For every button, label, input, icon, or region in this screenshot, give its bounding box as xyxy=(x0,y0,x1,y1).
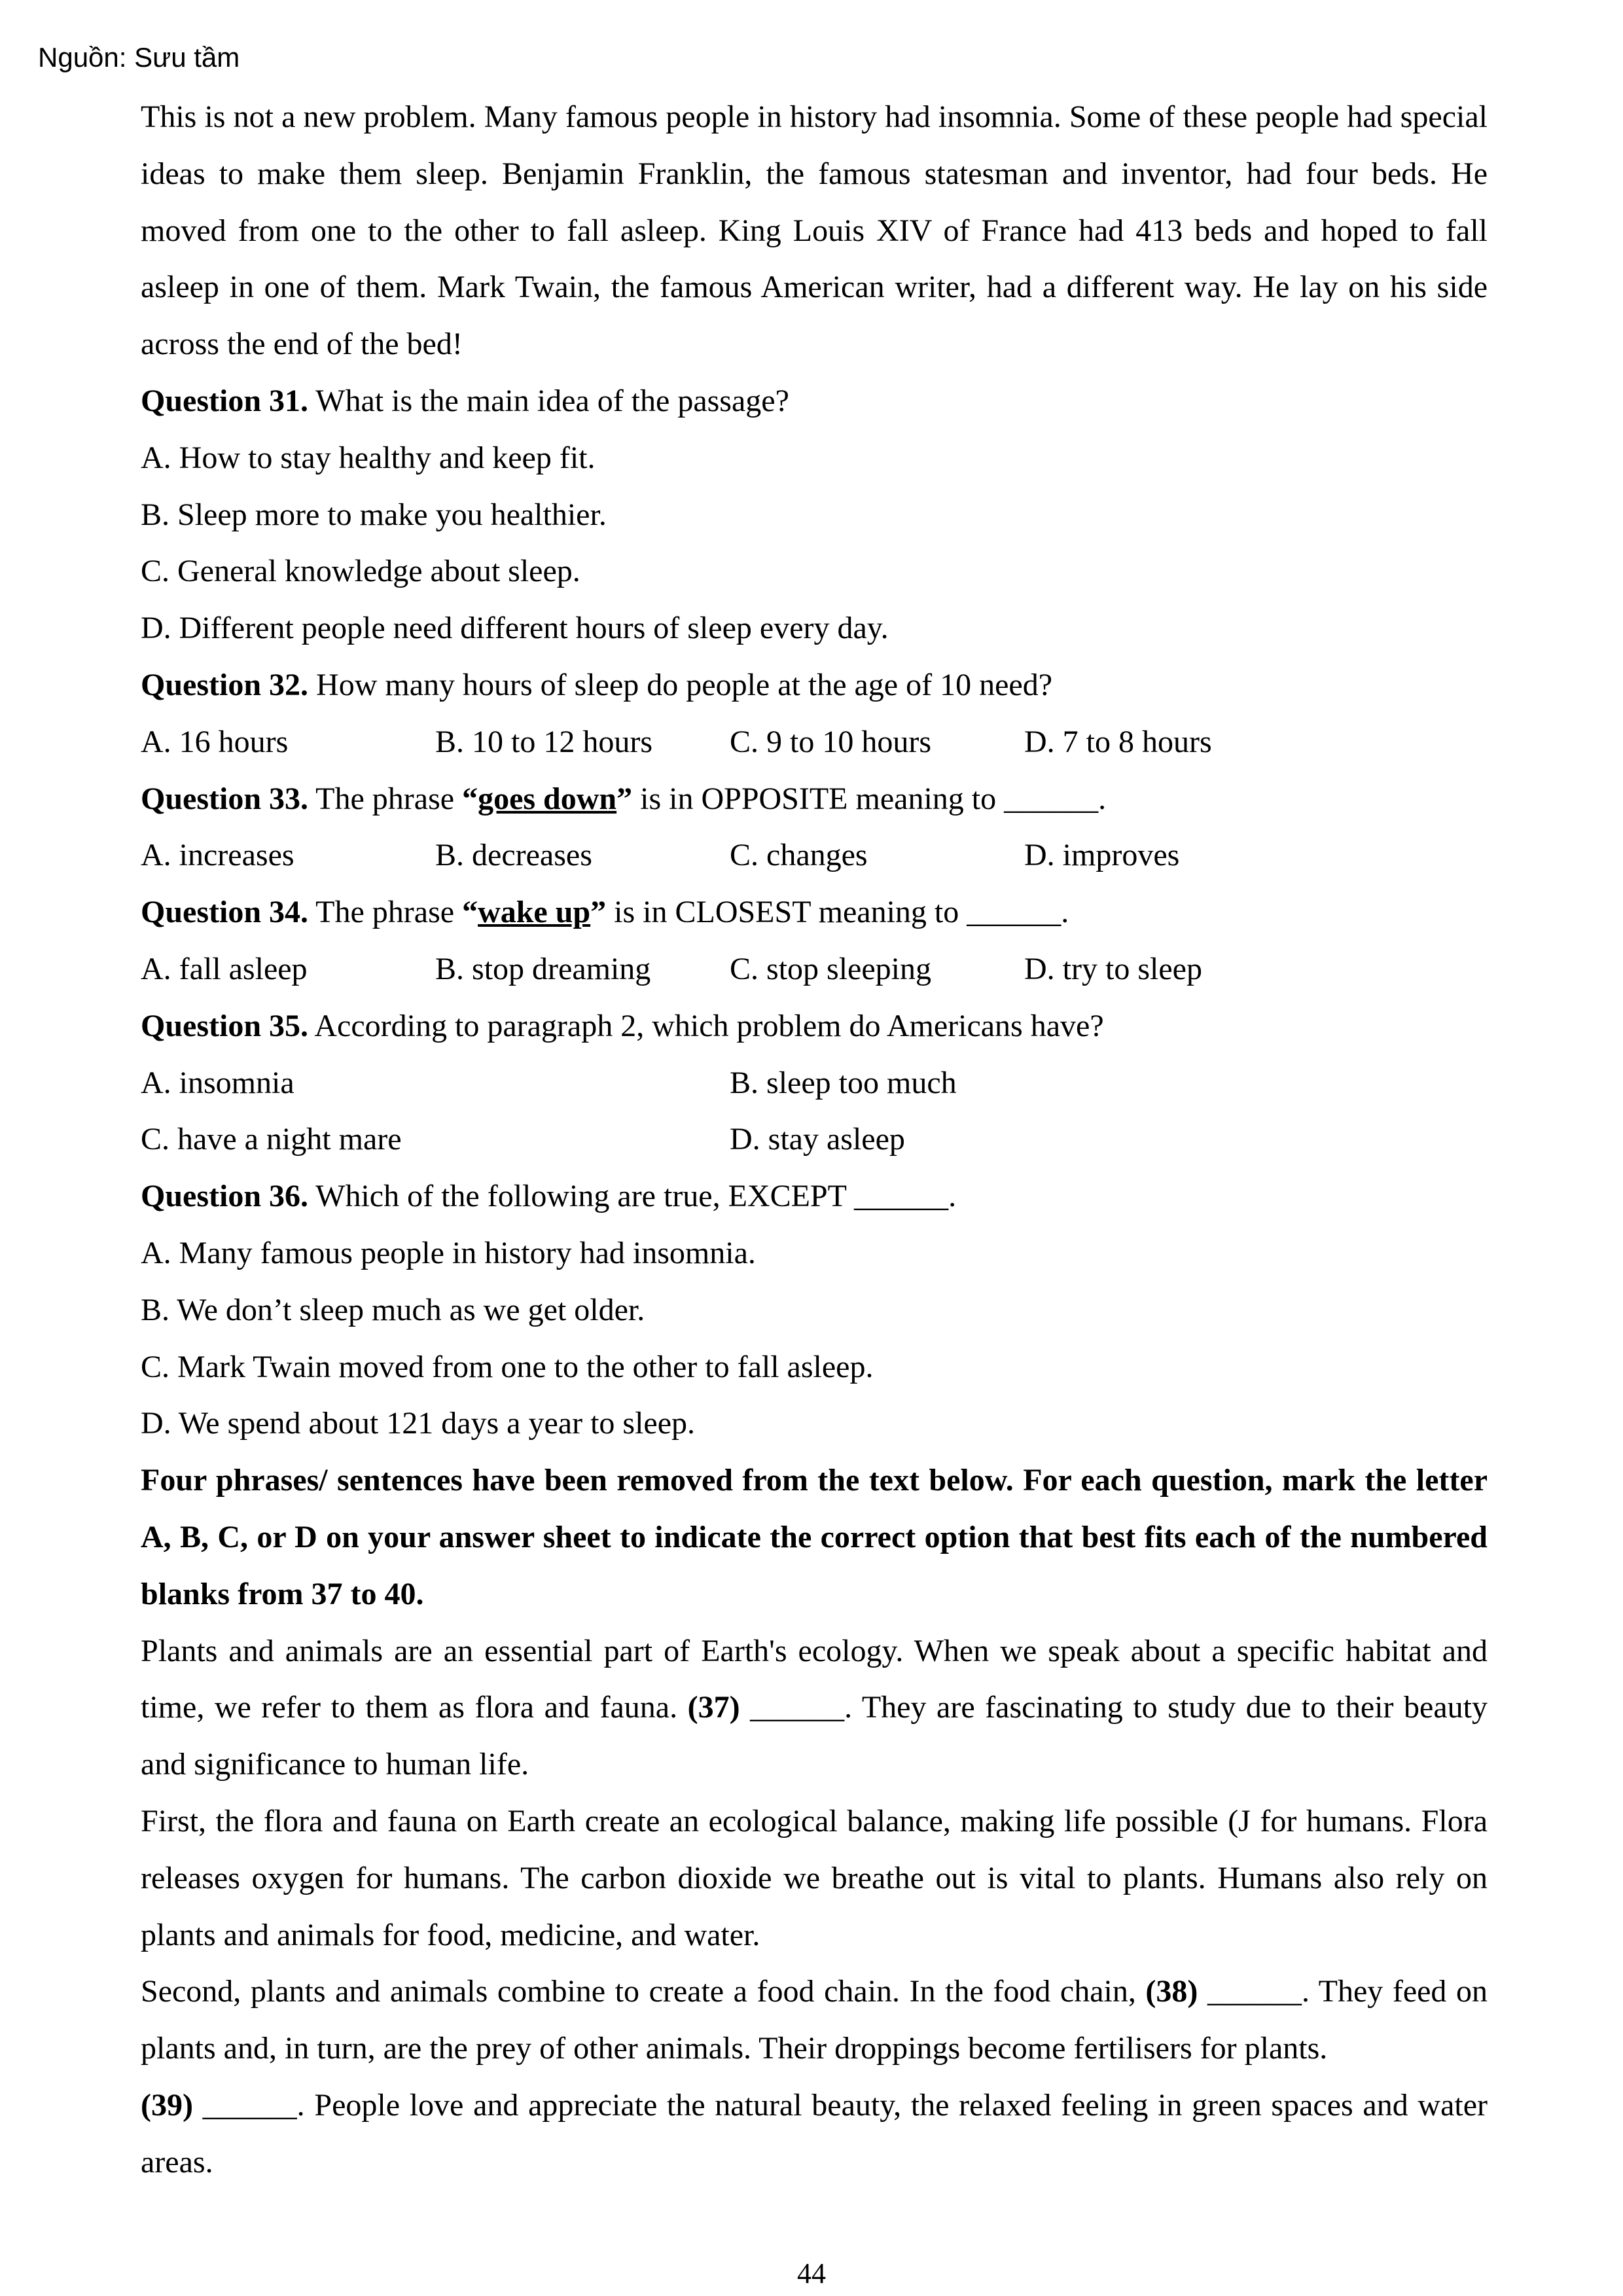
question-34-close-quote: ” xyxy=(590,895,607,930)
question-32 xyxy=(141,657,1488,714)
question-34-pre: The phrase xyxy=(308,895,463,930)
question-34-post: is in CLOSEST meaning to ______. xyxy=(606,895,1069,930)
q35-options-row-2 xyxy=(141,1111,1488,1168)
q35-options-row-1 xyxy=(141,1055,1488,1112)
passage2-paragraph-2: First, the flora and fauna on Earth create an ecological balance, making life possible (J for humans. Flora releases oxygen for humans. The carbon dioxide we breathe out is vital to plants. Humans also rely on plants and animals for food, medicine, and water. xyxy=(141,1803,1488,1952)
question-35 xyxy=(141,998,1488,1055)
question-33-close-quote: ” xyxy=(616,781,633,816)
question-33 xyxy=(141,771,1488,828)
q34-option-d: D. try to sleep xyxy=(1024,951,1202,986)
q33-option-c: C. changes xyxy=(730,838,868,873)
q36-option-c: C. Mark Twain moved from one to the other to fall asleep. xyxy=(141,1349,874,1384)
q34-option-b: B. stop dreaming xyxy=(435,951,651,986)
question-34-label: Question 34. xyxy=(141,895,309,930)
intro-paragraph: This is not a new problem. Many famous people in history had insomnia. Some of these people had special ideas to make them sleep. Benjamin Franklin, the famous statesman and inventor, had four beds. He moved from one to the other to fall asleep. King Louis XIV of France had 413 beds and hoped to fall asleep in one of them. Mark Twain, the famous American writer, had a different way. He lay on his side across the end of the bed! xyxy=(141,99,1488,362)
question-31-text: What is the main idea of the passage? xyxy=(308,383,789,418)
question-32-label: Question 32. xyxy=(141,667,309,702)
q34-option-a: A. fall asleep xyxy=(141,951,308,986)
q31-option-b: B. Sleep more to make you healthier. xyxy=(141,497,607,532)
question-36-label: Question 36. xyxy=(141,1179,309,1214)
question-36-text: Which of the following are true, EXCEPT ______. xyxy=(308,1179,957,1214)
q35-option-c: C. have a night mare xyxy=(141,1122,402,1157)
q35-option-a: A. insomnia xyxy=(141,1065,294,1100)
q33-option-a: A. increases xyxy=(141,838,294,873)
q32-option-c: C. 9 to 10 hours xyxy=(730,724,932,759)
blank-38-number: (38) xyxy=(1145,1974,1198,2009)
question-31-label: Question 31. xyxy=(141,383,309,418)
q36-option-b: B. We don’t sleep much as we get older. xyxy=(141,1292,645,1327)
question-35-label: Question 35. xyxy=(141,1008,309,1043)
page-number: 44 xyxy=(797,2257,826,2289)
passage2-p4-b: ______. People love and appreciate the natural beauty, the relaxed feeling in green spaces and water areas. xyxy=(141,2087,1488,2179)
question-33-phrase: goes down xyxy=(478,781,617,816)
q32-option-b: B. 10 to 12 hours xyxy=(435,724,653,759)
question-33-open-quote: “ xyxy=(462,781,478,816)
passage2-p1-b: ______. They are fascinating to study due to their beauty and significance to human life. xyxy=(141,1690,1488,1782)
q36-option-d: D. We spend about 121 days a year to sleep. xyxy=(141,1406,696,1441)
question-36 xyxy=(141,1168,1488,1225)
q34-option-c: C. stop sleeping xyxy=(730,951,931,986)
source-note: Nguồn: Sưu tầm xyxy=(38,42,240,73)
passage2-paragraph-3 xyxy=(141,1964,1488,2077)
q32-option-a: A. 16 hours xyxy=(141,724,289,759)
document-body xyxy=(141,89,1488,2191)
blank-37-number: (37) xyxy=(687,1690,740,1725)
passage2-paragraph-4 xyxy=(141,2077,1488,2191)
q34-options xyxy=(141,941,1488,998)
question-34 xyxy=(141,884,1488,941)
q32-option-d: D. 7 to 8 hours xyxy=(1024,724,1212,759)
passage2-p3-a: Second, plants and animals combine to create a food chain. In the food chain, xyxy=(141,1974,1146,2009)
question-33-pre: The phrase xyxy=(308,781,463,816)
q33-option-b: B. decreases xyxy=(435,838,592,873)
q35-option-b: B. sleep too much xyxy=(730,1065,957,1100)
question-33-label: Question 33. xyxy=(141,781,309,816)
passage2-paragraph-1 xyxy=(141,1623,1488,1793)
q33-option-d: D. improves xyxy=(1024,838,1180,873)
section-instructions xyxy=(141,1452,1488,1623)
q33-options xyxy=(141,827,1488,884)
q32-options xyxy=(141,714,1488,771)
question-34-phrase: wake up xyxy=(478,895,591,930)
q35-option-d: D. stay asleep xyxy=(730,1122,905,1157)
passage2-p3-b: ______. They feed on plants and, in turn, are the prey of other animals. Their droppings become fertilisers for plants. xyxy=(141,1974,1488,2066)
q31-option-a: A. How to stay healthy and keep fit. xyxy=(141,440,596,475)
q36-option-a: A. Many famous people in history had insomnia. xyxy=(141,1235,756,1270)
question-35-text: According to paragraph 2, which problem do Americans have? xyxy=(308,1008,1104,1043)
instructions-text: Four phrases/ sentences have been removed from the text below. For each question, mark the letter A, B, C, or D on your answer sheet to indicate the correct option that best fits each of the numbered blanks from 37 to 40. xyxy=(141,1463,1488,1611)
question-33-post: is in OPPOSITE meaning to ______. xyxy=(632,781,1107,816)
q31-option-d: D. Different people need different hours of sleep every day. xyxy=(141,611,889,646)
q31-option-c: C. General knowledge about sleep. xyxy=(141,554,580,589)
passage2-p1-a: Plants and animals are an essential part of Earth's ecology. When we speak about a specific habitat and time, we refer to them as flora and fauna. xyxy=(141,1633,1488,1725)
question-32-text: How many hours of sleep do people at the age of 10 need? xyxy=(308,667,1053,702)
question-34-open-quote: “ xyxy=(462,895,478,930)
question-31 xyxy=(141,373,1488,430)
blank-39-number: (39) xyxy=(141,2087,193,2123)
